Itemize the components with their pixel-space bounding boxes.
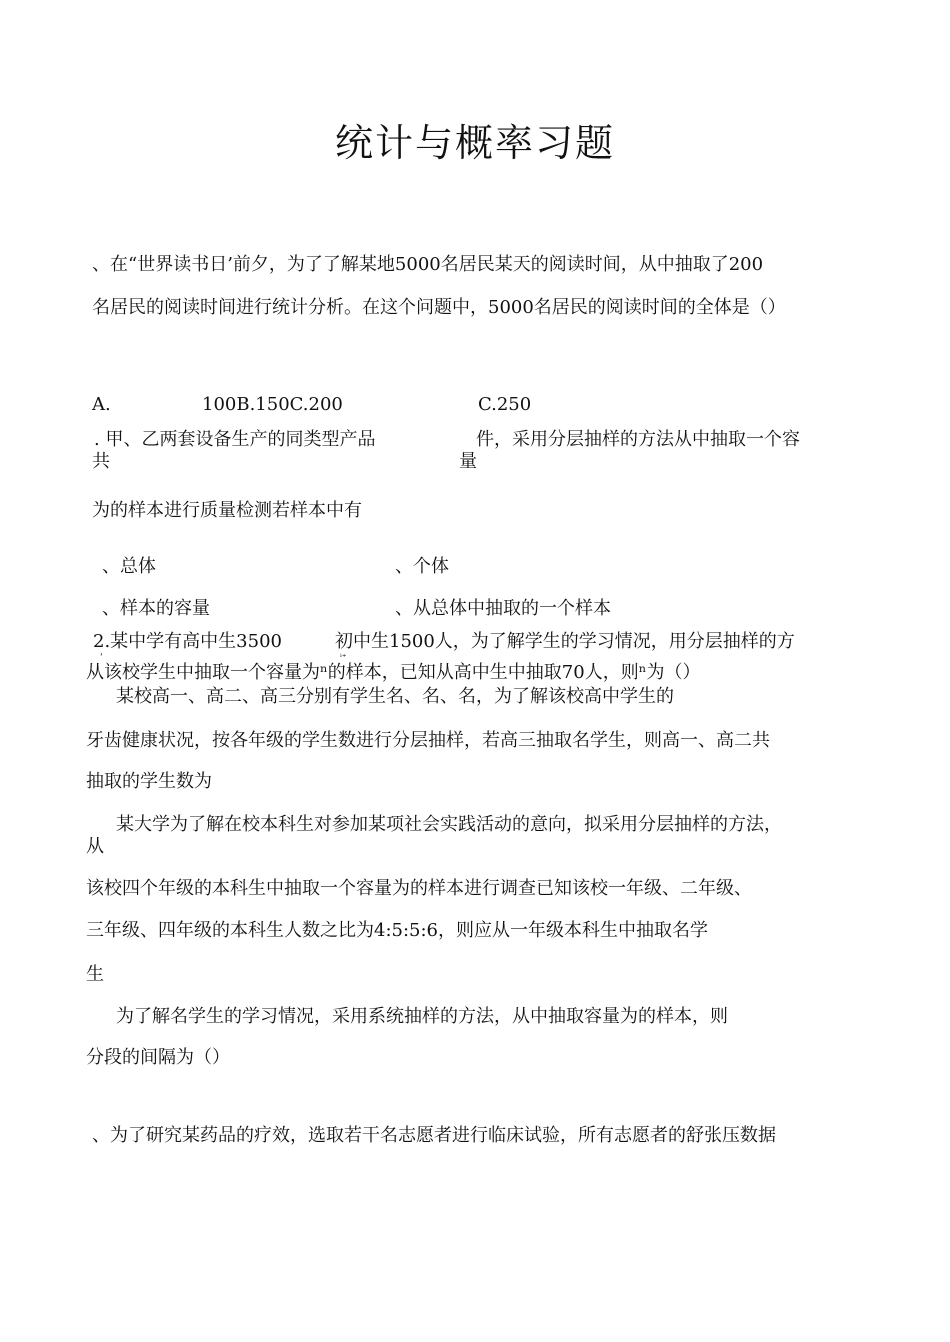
question-3-line-2: 从该校学生中抽取一个容量为ⁿ的样本，已知从高中生中抽取70人，则ⁿ为（）	[86, 662, 701, 683]
question-2-left-line-a: . 甲、乙两套设备生产的同类型产品	[94, 429, 376, 450]
question-6-line-1: 为了解名学生的学习情况，采用系统抽样的方法，从中抽取容量为的样本，则	[116, 1006, 728, 1027]
question-5-line-4: 生	[86, 964, 104, 985]
question-3-right: 初中生1500人，为了解学生的学习情况，用分层抽样的方	[335, 631, 795, 652]
choice-b: 、个体	[395, 556, 449, 577]
question-2-line-2: 为的样本进行质量检测若样本中有	[92, 500, 362, 521]
question-2-left-line-b: 共	[92, 451, 110, 472]
question-4-line-1: 某校高一、高二、高三分别有学生名、名、名，为了解该校高中学生的	[116, 686, 674, 707]
option-a-label: A.	[92, 394, 111, 415]
question-7-line-1: 、为了研究某药品的疗效，选取若干名志愿者进行临床试验，所有志愿者的舒张压数据	[92, 1125, 776, 1146]
question-4-line-3: 抽取的学生数为	[86, 771, 212, 792]
option-c-label: C.250	[478, 394, 532, 415]
question-5-line-1b: 从	[86, 836, 104, 857]
question-2-right-line-a: 件，采用分层抽样的方法从中抽取一个容	[476, 429, 800, 450]
question-2-right-line-b: 量	[459, 451, 477, 472]
choice-c: 、样本的容量	[102, 598, 210, 619]
question-6-line-2: 分段的间隔为（）	[86, 1047, 230, 1068]
question-3-left: 2.某中学有高中生3500	[93, 631, 282, 652]
question-5-line-2: 该校四个年级的本科生中抽取一个容量为的样本进行调查已知该校一年级、二年级、	[86, 878, 752, 899]
choice-a: 、总体	[102, 556, 156, 577]
question-5-line-3: 三年级、四年级的本科生人数之比为4:5:5:6，则应从一年级本科生中抽取名学	[86, 920, 708, 941]
small-tick-mark: '	[100, 653, 103, 663]
choice-d: 、从总体中抽取的一个样本	[395, 598, 611, 619]
question-1-line-1: 、在“世界读书日’前夕，为了了解某地5000名居民某天的阅读时间，从中抽取了200	[92, 254, 764, 275]
question-1-line-2: 名居民的阅读时间进行统计分析。在这个问题中，5000名居民的阅读时间的全体是（）	[92, 297, 786, 318]
options-b-c: 100B.150C.200	[202, 394, 343, 415]
page-title: 统计与概率习题	[334, 121, 615, 165]
small-superscript-mark: ⁱ⁺	[340, 653, 347, 663]
question-5-line-1: 某大学为了解在校本科生对参加某项社会实践活动的意向，拟采用分层抽样的方法，	[116, 814, 782, 835]
question-4-line-2: 牙齿健康状况，按各年级的学生数进行分层抽样，若高三抽取名学生，则高一、高二共	[86, 730, 770, 751]
